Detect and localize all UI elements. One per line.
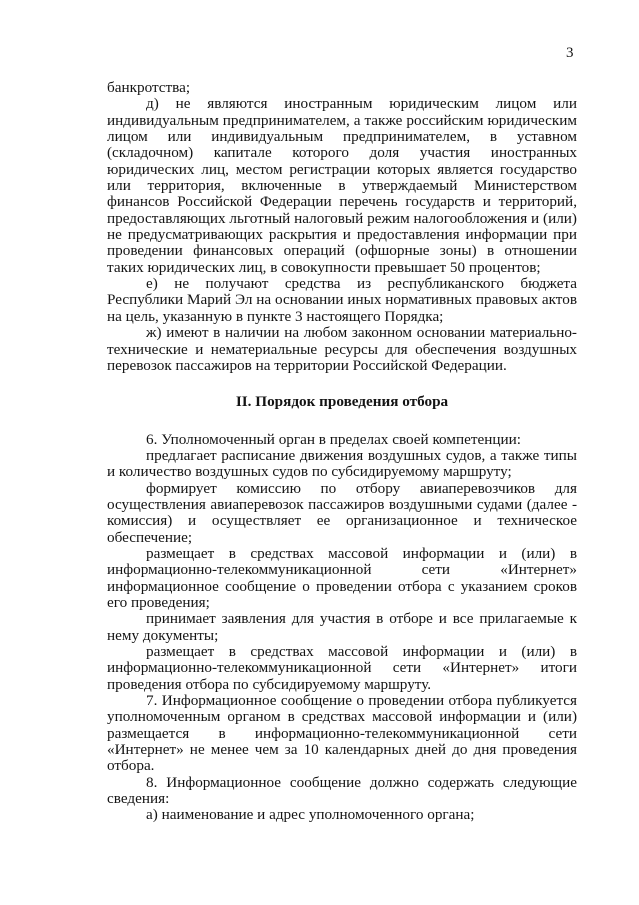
paragraph-8: 8. Информационное сообщение должно содержать следующие сведения:: [107, 773, 577, 808]
document-body: [107, 80, 577, 824]
paragraph-6-publication: размещает в средствах массовой информации и (или) в информационно-телекоммуникационной сети «Интернет» информационное сообщение о проведении отбора с указанием сроков его проведения;: [107, 544, 577, 611]
paragraph-6-results: размещает в средствах массовой информации и (или) в информационно-телекоммуникационной сети «Интернет» итоги проведения отбора по субсидируемому маршруту.: [107, 643, 577, 693]
paragraph-7: 7. Информационное сообщение о проведении отбора публикуется уполномоченным органом в средствах массовой информации и (или) размещается в информационно-телекоммуникационной сети «Интернет» не менее чем за 10 календарных дней до дня проведения отбора.: [107, 692, 577, 775]
paragraph-bankruptcy-end: банкротства;: [107, 79, 191, 96]
paragraph-6-commission: формирует комиссию по отбору авиаперевозчиков для осуществления авиаперевозок пассажиров воздушными судами (далее - комиссия) и осуществляет ее организационное и техническое обеспечение;: [107, 479, 577, 546]
paragraph-8-item-a: а) наименование и адрес уполномоченного органа;: [146, 806, 475, 824]
page-number: 3: [566, 45, 574, 61]
paragraph-item-zh: ж) имеют в наличии на любом законном основании материально-технические и нематериальные ресурсы для обеспечения воздушных перевозок пассажиров на территории Российской Федерации.: [107, 324, 577, 374]
paragraph-6-schedule: предлагает расписание движения воздушных судов, а также типы и количество воздушных судов по субсидируемому маршруту;: [107, 446, 577, 481]
paragraph-item-e: е) не получают средства из республиканского бюджета Республики Марий Эл на основании иных нормативных правовых актов на цель, указанную в пункте 3 настоящего Порядка;: [107, 275, 577, 325]
paragraph-item-d: д) не являются иностранным юридическим лицом или индивидуальным предпринимателем, а также российским юридическим лицом или индивидуальным предпринимателем, в уставном (складочном) капитале которого доля участия иностранных юридических лиц, местом регистрации которых является государство или территория, включенные в утверждаемый Министерством финансов Российской Федерации перечень государств и территорий, предоставляющих льготный налоговый режим налогообложения и (или) не предусматривающих раскрытия и предоставления информации при проведении финансовых операций (офшорные зоны) в отношении таких юридических лиц, в совокупности превышает 50 процентов;: [107, 95, 577, 276]
section-title: II. Порядок проведения отбора: [235, 393, 449, 411]
paragraph-6-applications: принимает заявления для участия в отборе и все прилагаемые к нему документы;: [107, 610, 577, 644]
paragraph-6: 6. Уполномоченный орган в пределах своей компетенции:: [146, 430, 521, 448]
